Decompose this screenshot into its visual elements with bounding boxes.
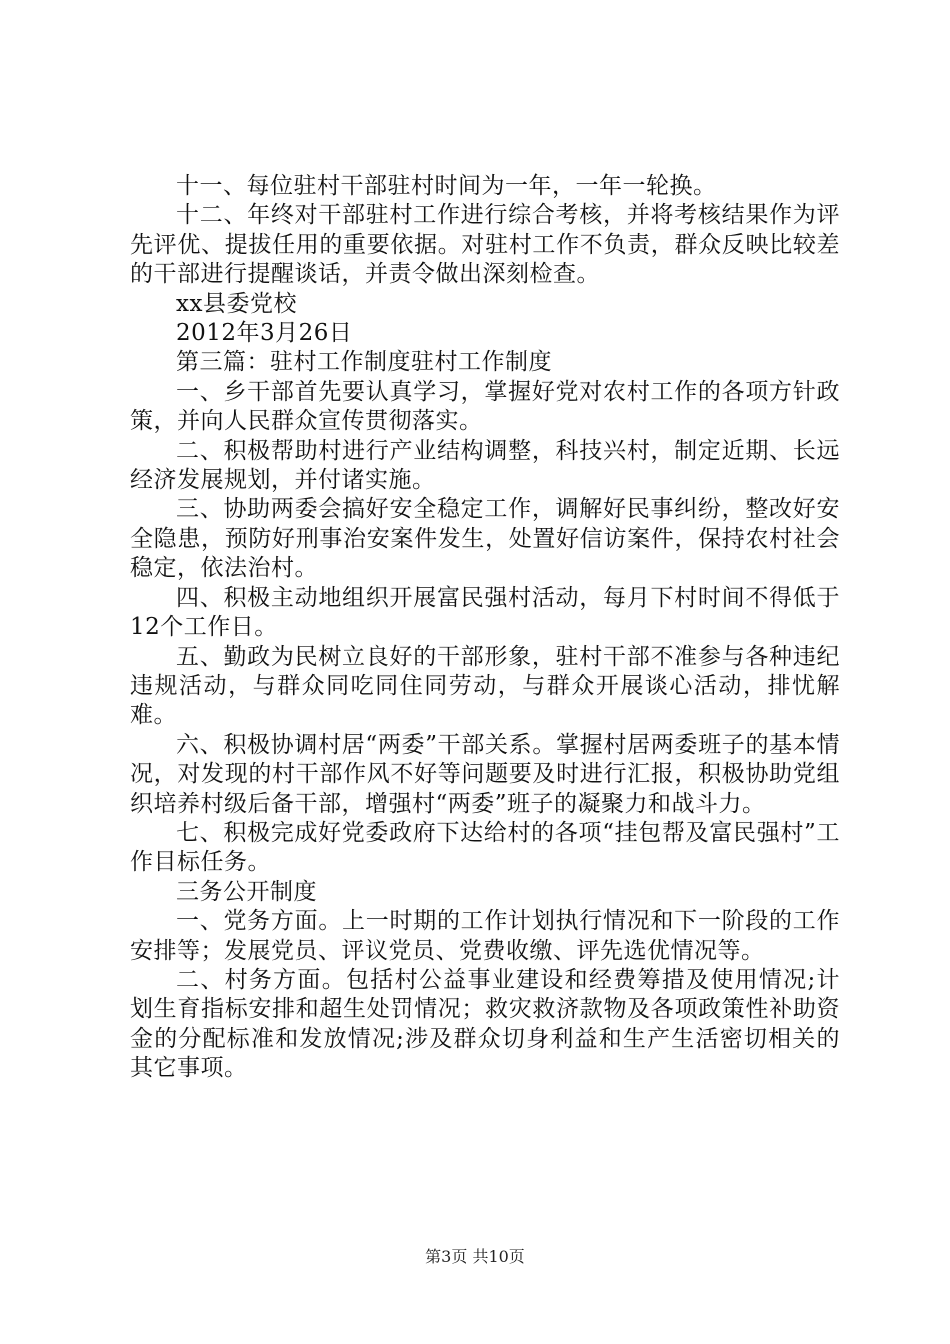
paragraph-village-affairs: 二、村务方面。包括村公益事业建设和经费筹措及使用情况;计划生育指标安排和超生处罚情况；救灾救济款物及各项政策性补助资金的分配标准和发放情况;涉及群众切身利益和生产生活密切相关的其它事项。 bbox=[130, 966, 840, 1082]
paragraph-11-rotation: 十一、每位驻村干部驻村时间为一年，一年一轮换。 bbox=[176, 173, 717, 199]
signature-date: 2012年3月26日 bbox=[176, 320, 353, 347]
paragraph-5-image: 五、勤政为民树立良好的干部形象，驻村干部不准参与各种违纪违规活动，与群众同吃同住同劳动，与群众开展谈心活动，排忧解难。 bbox=[130, 643, 840, 729]
page-footer: 第3页 共10页 bbox=[425, 1247, 525, 1266]
paragraph-6-coordination: 六、积极协调村居“两委”干部关系。掌握村居两委班子的基本情况，对发现的村干部作风不好等问题要及时进行汇报，积极协助党组织培养村级后备干部，增强村“两委”班子的凝聚力和战斗力。 bbox=[130, 731, 840, 817]
paragraph-party-affairs: 一、党务方面。上一时期的工作计划执行情况和下一阶段的工作安排等；发展党员、评议党员、党费收缴、评先选优情况等。 bbox=[130, 908, 840, 964]
paragraph-3-stability: 三、协助两委会搞好安全稳定工作，调解好民事纠纷，整改好安全隐患，预防好刑事治安案件发生，处置好信访案件，保持农村社会稳定，依法治村。 bbox=[130, 496, 840, 582]
section-heading-disclosure: 三务公开制度 bbox=[176, 878, 317, 905]
document-body bbox=[130, 172, 840, 1084]
paragraph-2-industry: 二、积极帮助村进行产业结构调整，科技兴村，制定近期、长远经济发展规划，并付诸实施。 bbox=[130, 437, 840, 494]
signature-organization: xx县委党校 bbox=[176, 290, 297, 317]
paragraph-12-assessment: 十二、年终对干部驻村工作进行综合考核，并将考核结果作为评先评优、提拔任用的重要依据。对驻村工作不负责，群众反映比较差的干部进行提醒谈话，并责令做出深刻检查。 bbox=[130, 202, 840, 288]
paragraph-1-study: 一、乡干部首先要认真学习，掌握好党对农村工作的各项方针政策，并向人民群众宣传贯彻落实。 bbox=[130, 378, 840, 435]
paragraph-4-activities: 四、积极主动地组织开展富民强村活动，每月下村时间不得低于12个工作日。 bbox=[130, 584, 840, 641]
paragraph-7-tasks: 七、积极完成好党委政府下达给村的各项“挂包帮及富民强村”工作目标任务。 bbox=[130, 819, 840, 876]
section-heading-part-three: 第三篇：驻村工作制度驻村工作制度 bbox=[176, 349, 552, 376]
